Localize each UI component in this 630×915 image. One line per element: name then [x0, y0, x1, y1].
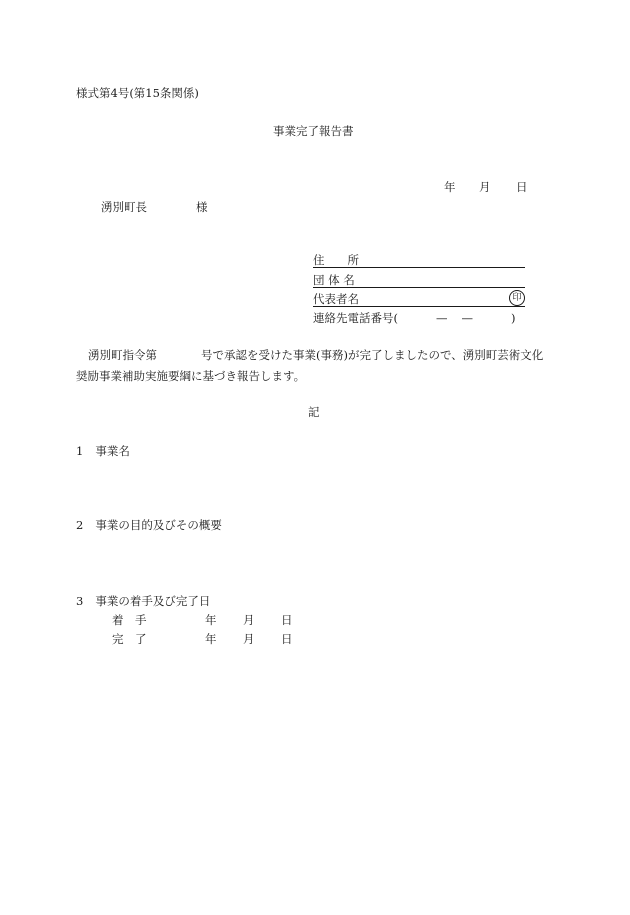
form-number: 様式第4号(第15条関係)	[76, 86, 199, 100]
body-line-2: 奨励事業補助実施要綱に基づき報告します。	[76, 369, 306, 383]
document-title: 事業完了報告書	[273, 124, 354, 138]
address-label: 住 所	[313, 253, 359, 267]
schedule-start-day: 日	[281, 613, 293, 627]
item-label: 事業の着手及び完了日	[95, 594, 211, 608]
date-month: 月	[479, 180, 491, 194]
phone-dash-2: —	[461, 311, 473, 325]
ki-mark: 記	[308, 405, 320, 419]
item-3	[76, 594, 210, 608]
phone-dash-1: —	[436, 311, 448, 325]
representative-field	[313, 292, 525, 307]
item-2	[76, 518, 222, 532]
date-year: 年	[444, 180, 456, 194]
phone-close: )	[511, 311, 516, 325]
body-part-1: 湧別町指令第	[88, 348, 157, 362]
address-field	[313, 253, 525, 268]
item-number: 1	[76, 444, 84, 458]
schedule-start-label: 着 手	[112, 613, 147, 627]
date-line	[444, 180, 456, 194]
item-label: 事業の目的及びその概要	[95, 518, 222, 532]
seal-mark: 印	[509, 290, 525, 306]
phone-label: 連絡先電話番号(	[313, 311, 398, 325]
body-line-1	[88, 348, 543, 362]
schedule-end-day: 日	[281, 632, 293, 646]
schedule-start-year: 年	[205, 613, 217, 627]
addressee-name: 湧別町長	[101, 200, 147, 214]
schedule-start-month: 月	[243, 613, 255, 627]
item-label: 事業名	[95, 444, 130, 458]
item-number: 2	[76, 518, 84, 532]
organization-label: 団 体 名	[313, 273, 355, 287]
schedule-end-year: 年	[205, 632, 217, 646]
item-number: 3	[76, 594, 84, 608]
schedule-end-label: 完 了	[112, 632, 147, 646]
body-part-2: 号で承認を受けた事業(事務)が完了しましたので、湧別町芸術文化	[201, 348, 544, 362]
phone-field	[313, 311, 516, 325]
representative-label: 代表者名	[313, 292, 359, 306]
item-1	[76, 444, 130, 458]
addressee-honorific: 様	[196, 200, 208, 214]
organization-field	[313, 273, 525, 288]
schedule-end-month: 月	[243, 632, 255, 646]
date-day: 日	[516, 180, 528, 194]
